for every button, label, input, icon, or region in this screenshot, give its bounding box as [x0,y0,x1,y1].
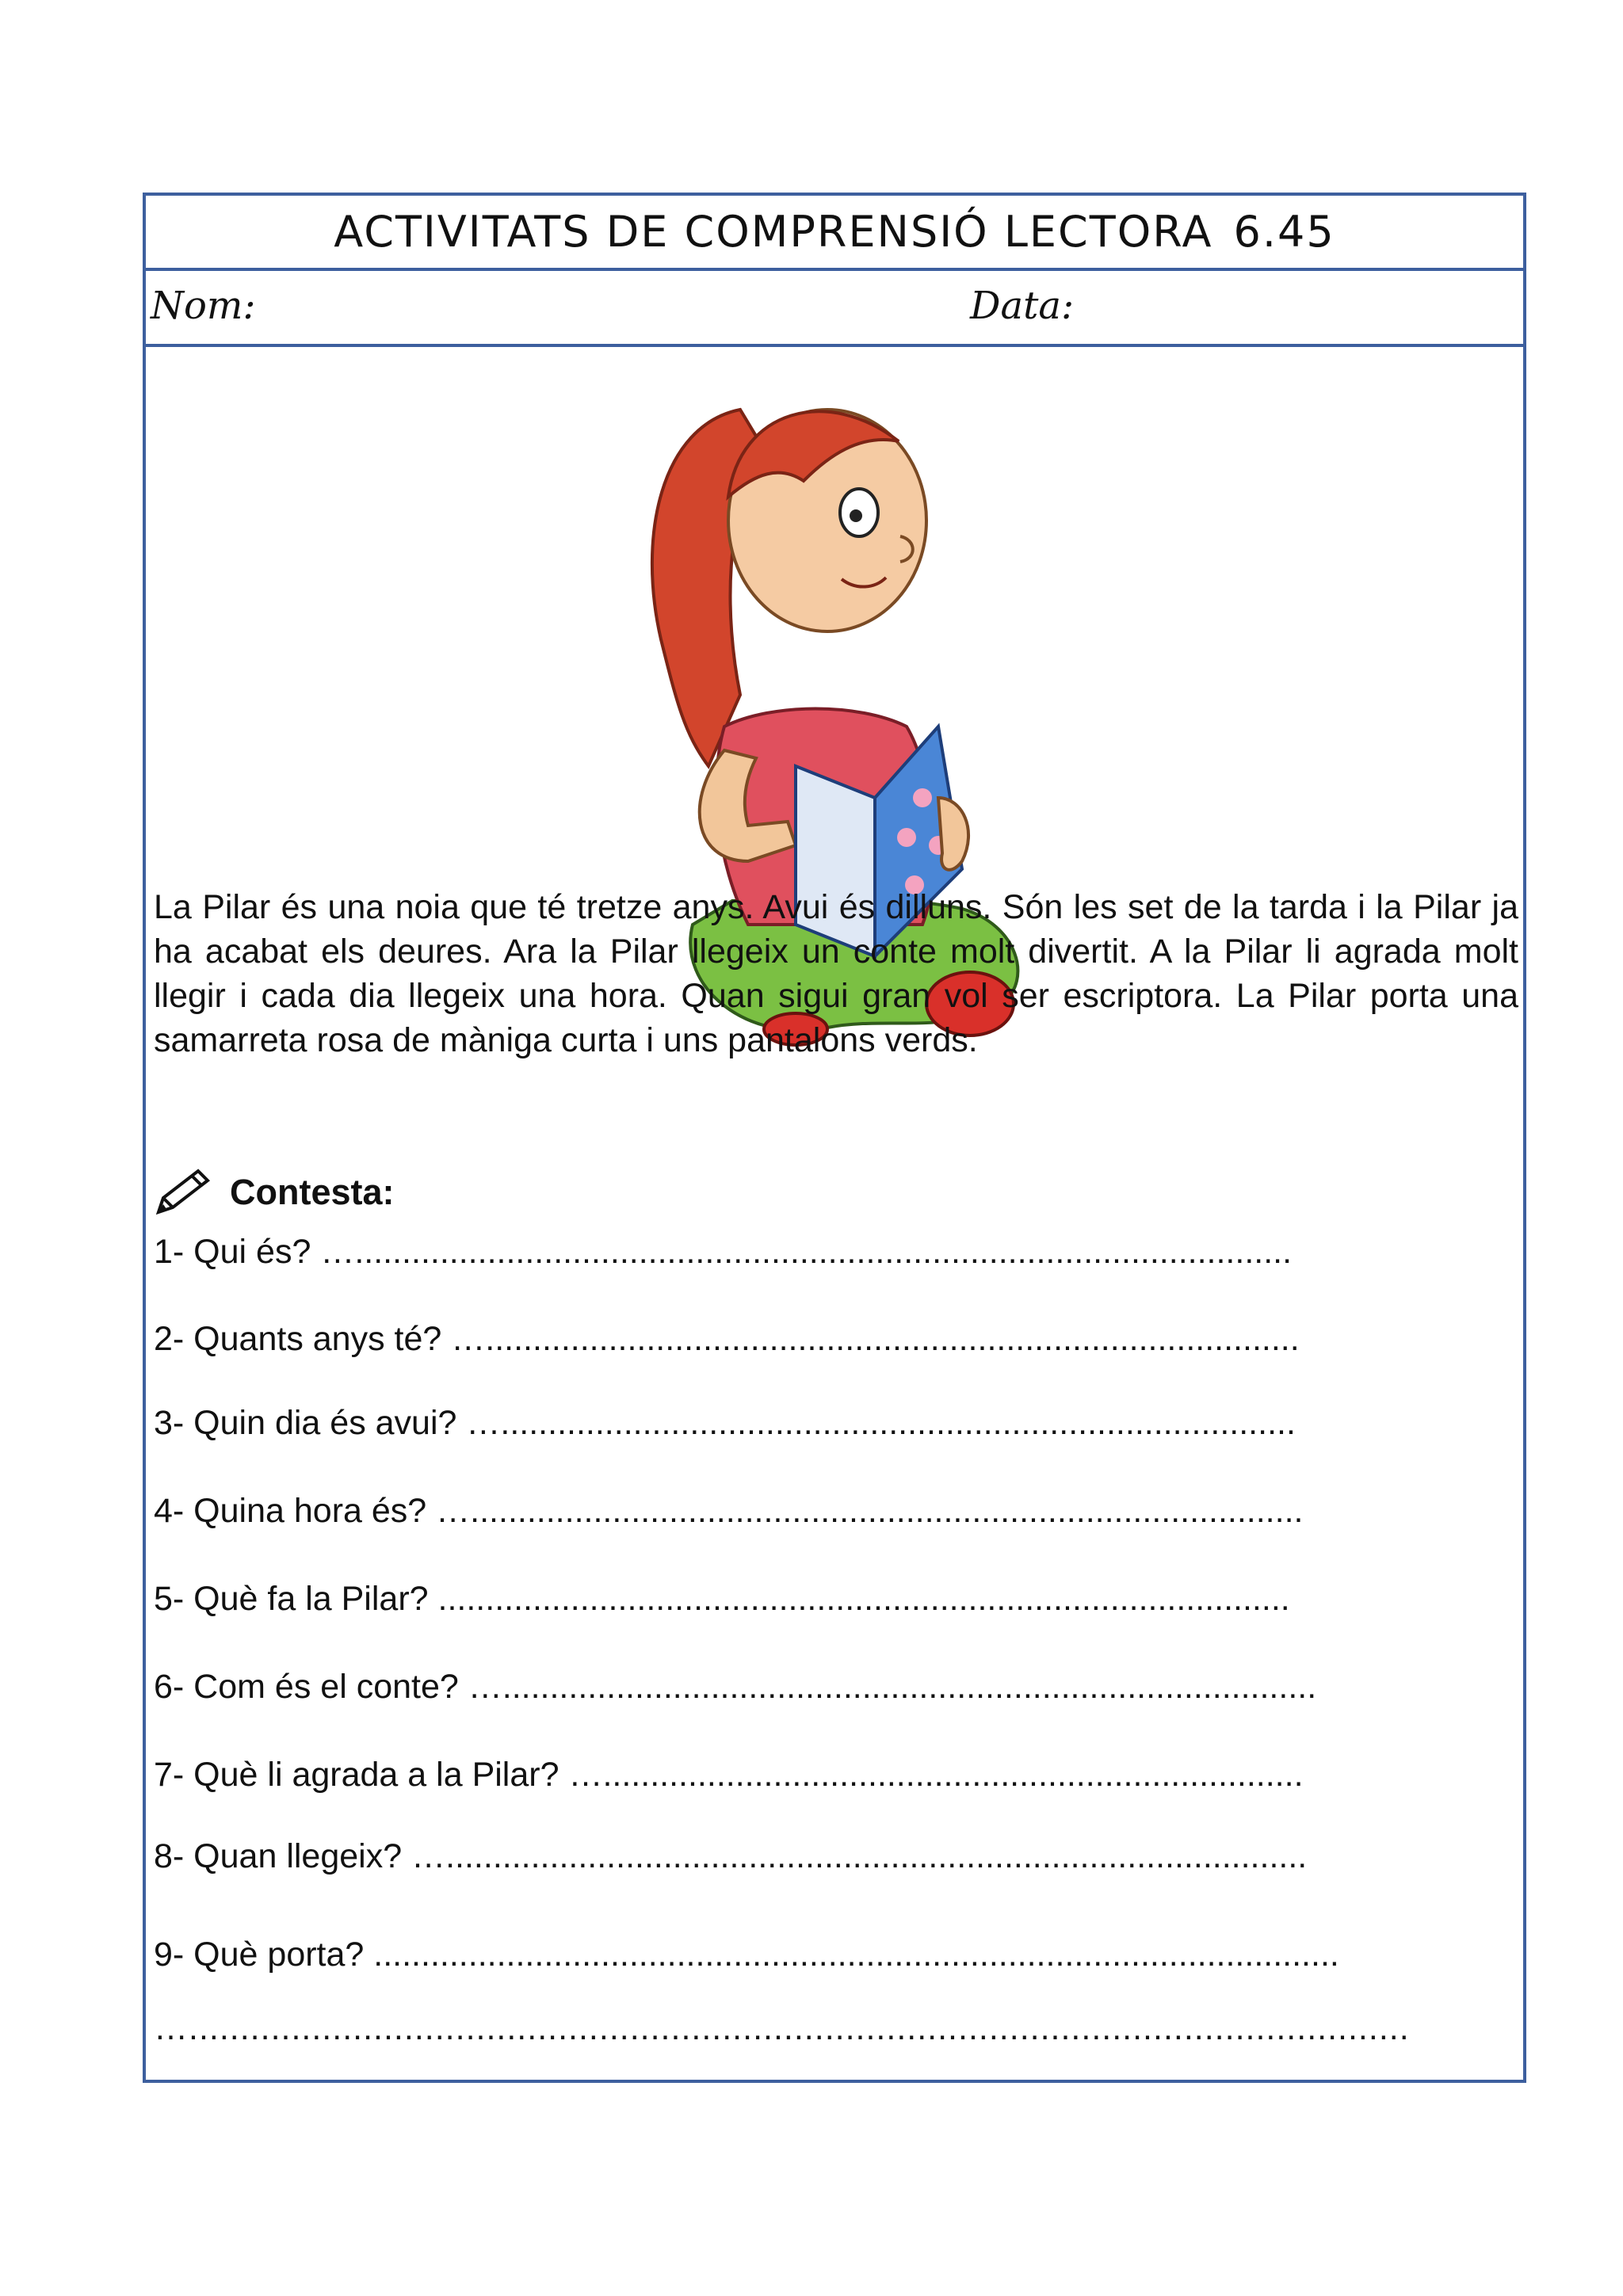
question-6: 6- Com és el conte? …...................................................................................... [154,1668,1317,1706]
question-5: 5- Què fa la Pilar? .......................................................................................... [154,1580,1290,1618]
title-row [146,196,1523,271]
question-7: 7- Què li agrada a la Pilar? ….......................................................................... [154,1756,1304,1794]
date-label: Data: [970,284,1075,328]
question-3: 3- Quin dia és avui? ….................................................................................... [154,1404,1296,1442]
answer-section-heading [152,1166,395,1219]
worksheet-title: ACTIVITATS DE COMPRENSIÓ LECTORA [334,207,1213,257]
question-8: 8- Quan llegeix? …........................................................................................... [154,1837,1308,1875]
answer-extra-line: …....................................................................................................................... [154,2009,1410,2047]
question-9: 9- Què porta? ...................................................................................................... [154,1936,1339,1974]
contesta-heading: Contesta: [230,1172,395,1212]
worksheet [143,193,1526,2083]
reading-passage: La Pilar és una noia que té tretze anys. Avui és dilluns. Són les set de la tarda i la Pilar ja ha acabat els deures. Ara la Pilar llegeix un conte molt divertit. A la Pilar li agrada molt llegir i cada dia llegeix una hora. Quan sigui gran vol ser escriptora. La Pilar porta una samarreta rosa de màniga curta i uns pantalons verds. [154,888,1518,1059]
question-1: 1- Qui és? …................................................................................................... [154,1233,1293,1271]
name-date-row [146,271,1523,347]
worksheet-number: 6.45 [1233,207,1335,257]
question-4: 4- Quina hora és? …........................................................................................ [154,1492,1304,1530]
name-label: Nom: [151,284,256,328]
pencil-icon [152,1166,212,1219]
question-2: 2- Quants anys té? …...................................................................................... [154,1320,1300,1358]
